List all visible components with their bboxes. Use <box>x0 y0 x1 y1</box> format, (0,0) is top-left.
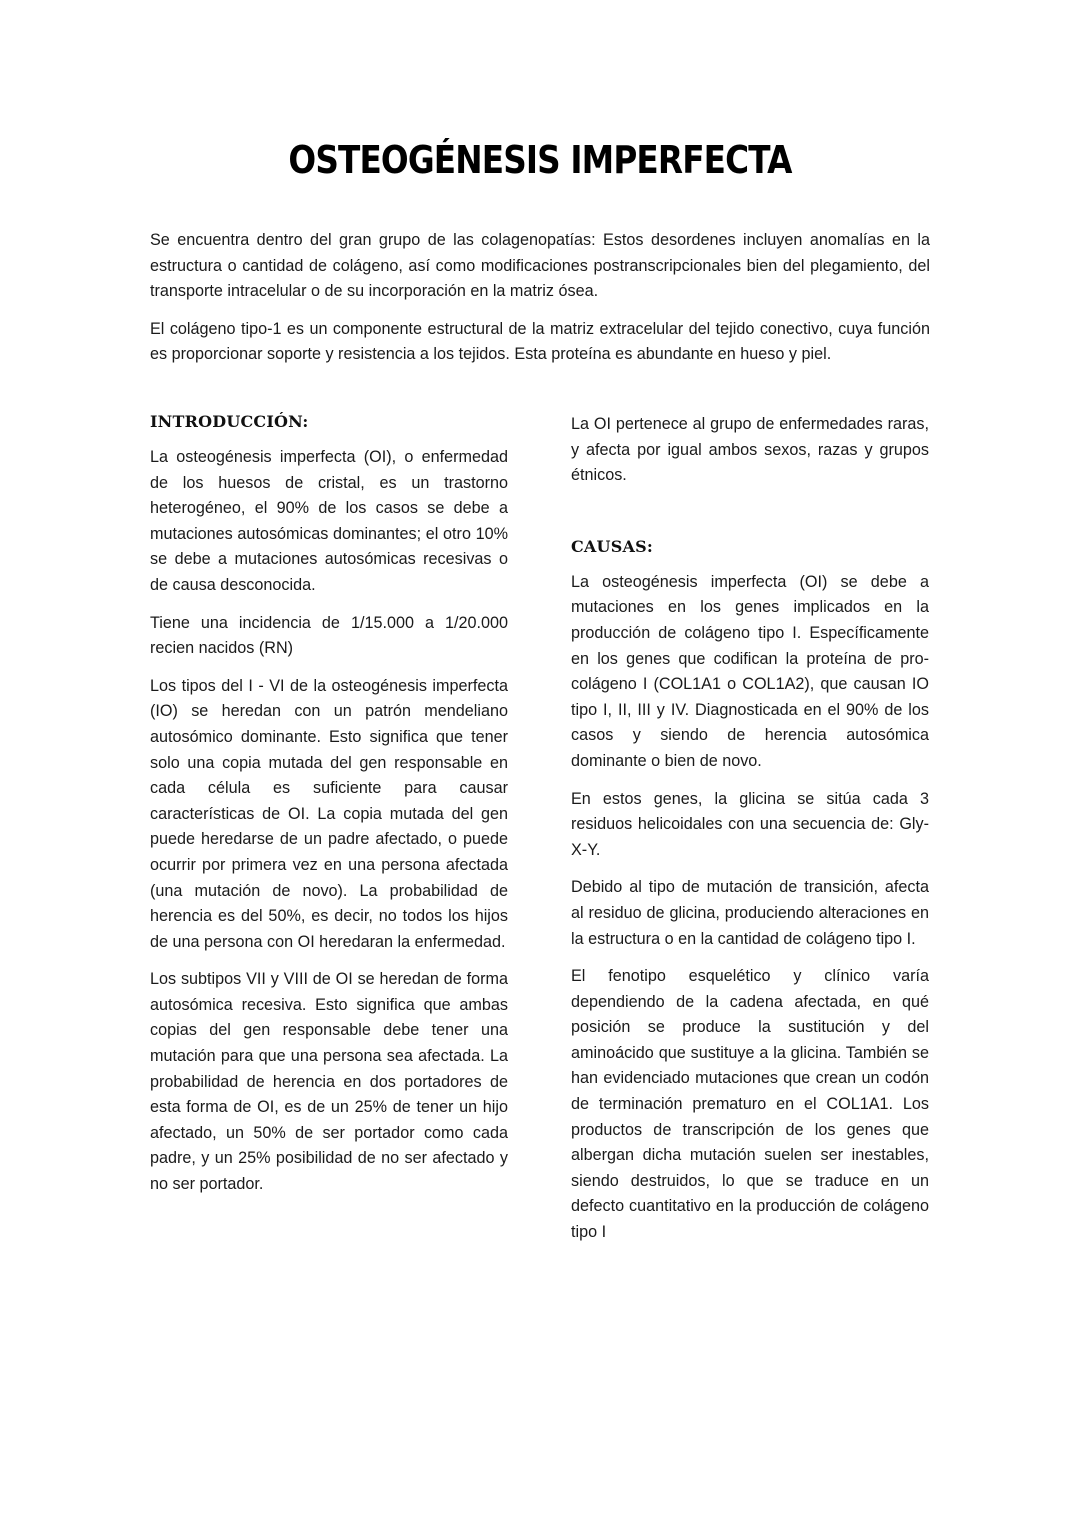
introduccion-paragraph-1: La osteogénesis imperfecta (OI), o enfermedad de los huesos de cristal, es un trastorno heterogéneo, el 90% de los casos se debe a mutaciones autosómicas dominantes; el otro 10% se debe a mutaciones autosómicas recesivas o de causa desconocida. <box>150 448 508 594</box>
right-column <box>571 412 929 1258</box>
introduccion-paragraph-4: Los subtipos VII y VIII de OI se heredan de forma autosómica recesiva. Esto significa que ambas copias del gen responsable debe tener una mutación para que una persona sea afectada. La probabilidad de herencia en dos portadores de esta forma de OI, es de un 25% de tener un hijo afectado, un 50% de ser portador como cada padre, y un 25% posibilidad de no ser afectado y no ser portador. <box>150 970 508 1194</box>
intro-section <box>150 228 930 380</box>
causas-heading: CAUSAS: <box>571 536 653 556</box>
causas-paragraph-1: La osteogénesis imperfecta (OI) se debe a mutaciones en los genes implicados en la producción de colágeno tipo I. Específicamente en los genes que codifican la proteína de pro-colágeno I (COL1A1 o COL1A2), que causan IO tipo I, II, III y IV. Diagnosticada en el 90% de los casos y siendo de herencia autosómica dominante o bien de novo. <box>571 572 929 770</box>
causas-paragraph-2: En estos genes, la glicina se sitúa cada 3 residuos helicoidales con una secuencia de: Gly-X-Y. <box>571 789 929 859</box>
left-column <box>150 412 508 1210</box>
causas-paragraph-3: Debido al tipo de mutación de transición, afecta al residuo de glicina, produciendo alteraciones en la estructura o en la cantidad de colágeno tipo I. <box>571 878 929 948</box>
intro-paragraph-2: El colágeno tipo-1 es un componente estructural de la matriz extracelular del tejido conectivo, cuya función es proporcionar soporte y resistencia a los tejidos. Esta proteína es abundante en hueso y piel. <box>150 319 930 364</box>
introduccion-paragraph-3: Los tipos del I - VI de la osteogénesis imperfecta (IO) se heredan con un patrón mendeliano autosómico dominante. Esto significa que tener solo una copia mutada del gen responsable en cada célula es suficiente para causar características de OI. La copia mutada del gen puede heredarse de un padre afectado, o puede ocurrir por primera vez en una persona afectada (una mutación de novo). La probabilidad de herencia es del 50%, es decir, no todos los hijos de una persona con OI heredaran la enfermedad. <box>150 676 508 951</box>
introduccion-heading: INTRODUCCIÓN: <box>150 412 309 431</box>
raras-paragraph: La OI pertenece al grupo de enfermedades raras, y afecta por igual ambos sexos, razas y grupos étnicos. <box>571 415 929 485</box>
page-title: OSTEOGÉNESIS IMPERFECTA <box>288 138 792 182</box>
intro-paragraph-1: Se encuentra dentro del gran grupo de las colagenopatías: Estos desordenes incluyen anomalías en la estructura o cantidad de colágeno, así como modificaciones postranscripcionales bien del plegamiento, del transporte intracelular o de su incorporación en la matriz ósea. <box>150 231 930 301</box>
causas-paragraph-4: El fenotipo esquelético y clínico varía dependiendo de la cadena afectada, en qué posición se produce la sustitución y del aminoácido que sustituye a la glicina. También se han evidenciado mutaciones que crean un codón de terminación prematuro en el COL1A1. Los productos de transcripción de los genes que albergan dicha mutación suelen ser inestables, siendo destruidos, lo que se traduce en un defecto cuantitativo en la producción de colágeno tipo I <box>571 967 929 1242</box>
introduccion-paragraph-2: Tiene una incidencia de 1/15.000 a 1/20.000 recien nacidos (RN) <box>150 613 508 658</box>
section-spacer <box>571 501 929 537</box>
